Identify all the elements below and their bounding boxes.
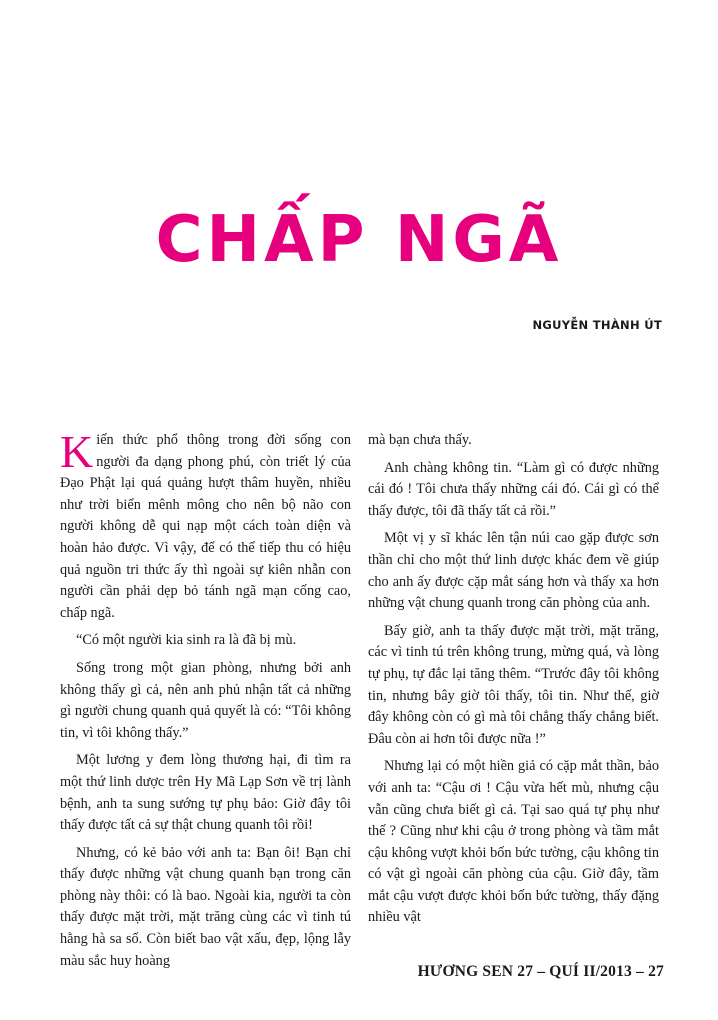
paragraph: Sống trong một gian phòng, nhưng bởi anh không thấy gì cả, nên anh phủ nhận tất cả những gì người chung quanh quả quyết là có: “Tôi không tin, vì tôi không thấy.” [60, 659, 351, 741]
paragraph: Nhưng, có kẻ bảo với anh ta: Bạn ôi! Bạn chỉ thấy được những vật chung quanh bạn trong căn phòng này thôi: có là bao. Ngoài kia, người ta còn thấy được mặt trời, mặt trăng cùng các vì tinh tú hằng hà sa số. Còn biết bao vật xấu, đẹp, lộng lẫy màu sắc huy hoàng [60, 844, 351, 969]
paragraph: Bấy giờ, anh ta thấy được mặt trời, mặt trăng, các vì tinh tú trên không trung, mừng quá, và lòng tự phụ, tự đắc lại tăng thêm. “Trước đây tôi không tin, nhưng bây giờ tôi thấy, tôi tin. Như thế, giờ đây không còn có gì mà tôi chẳng thấy chẳng biết. Đâu còn ai hơn tôi được nữa !” [368, 622, 659, 747]
left-column [60, 426, 351, 978]
first-paragraph-text: iến thức phổ thông trong đời sống con người đa dạng phong phú, còn triết lý của Đạo Phật lại quá quảng hượt thâm huyền, nhiều như trời biển mênh mông cho nên bộ não con người không dễ qui nạp một cách toàn diện và hoàn hảo được. Vì vậy, để có thể tiếp thu có hiệu quả nguồn tri thức ấy thì ngoài sự kiên nhẫn con người cần phải dẹp bỏ tánh ngã mạn cống cao, chấp ngã. [60, 432, 351, 621]
paragraph: Một vị y sĩ khác lên tận núi cao gặp được sơn thần chỉ cho một thứ linh dược khác đem về giúp cho anh ấy được cặp mắt sáng hơn và thấy xa hơn những vật chung quanh trong căn phòng của anh. [368, 530, 659, 612]
drop-cap: K [60, 426, 94, 477]
paragraph-continuation: mà bạn chưa thấy. [368, 432, 472, 448]
paragraph: Anh chàng không tin. “Làm gì có được những cái đó ! Tôi chưa thấy những cái đó. Cái gì có thể thấy được, tôi đã thấy tất cả rồi.” [368, 459, 659, 519]
paragraph: Một lương y đem lòng thương hại, đi tìm ra một thứ linh dược trên Hy Mã Lạp Sơn về trị lành bệnh, anh ta sung sướng tự phụ bảo: Giờ đây tôi thấy được tất cả sự thật chung quanh tôi rồi! [60, 752, 351, 834]
paragraph: Nhưng lại có một hiền giả có cặp mắt thần, bảo với anh ta: “Cậu ơi ! Cậu vừa hết mù, nhưng cậu vẫn cũng chưa biết gì cả. Tại sao quá tự phụ như thế ? Cũng như khi cậu ở trong phòng và tầm mắt cậu không vượt khỏi bốn bức tường, cậu không tin có vật gì ngoài căn phòng của cậu. Giờ đây, tầm mắt cậu vượt được khỏi bốn bức tường, thấy đặng nhiều vật [368, 758, 659, 926]
author-name: NGUYỄN THÀNH ÚT [532, 318, 662, 332]
right-column [368, 430, 659, 935]
page-footer: HƯƠNG SEN 27 – QUÍ II/2013 – 27 [417, 963, 664, 980]
article-title: CHẤP NGÃ [155, 203, 563, 277]
first-paragraph [60, 426, 351, 624]
paragraph: “Có một người kia sinh ra là đã bị mù. [76, 632, 297, 649]
